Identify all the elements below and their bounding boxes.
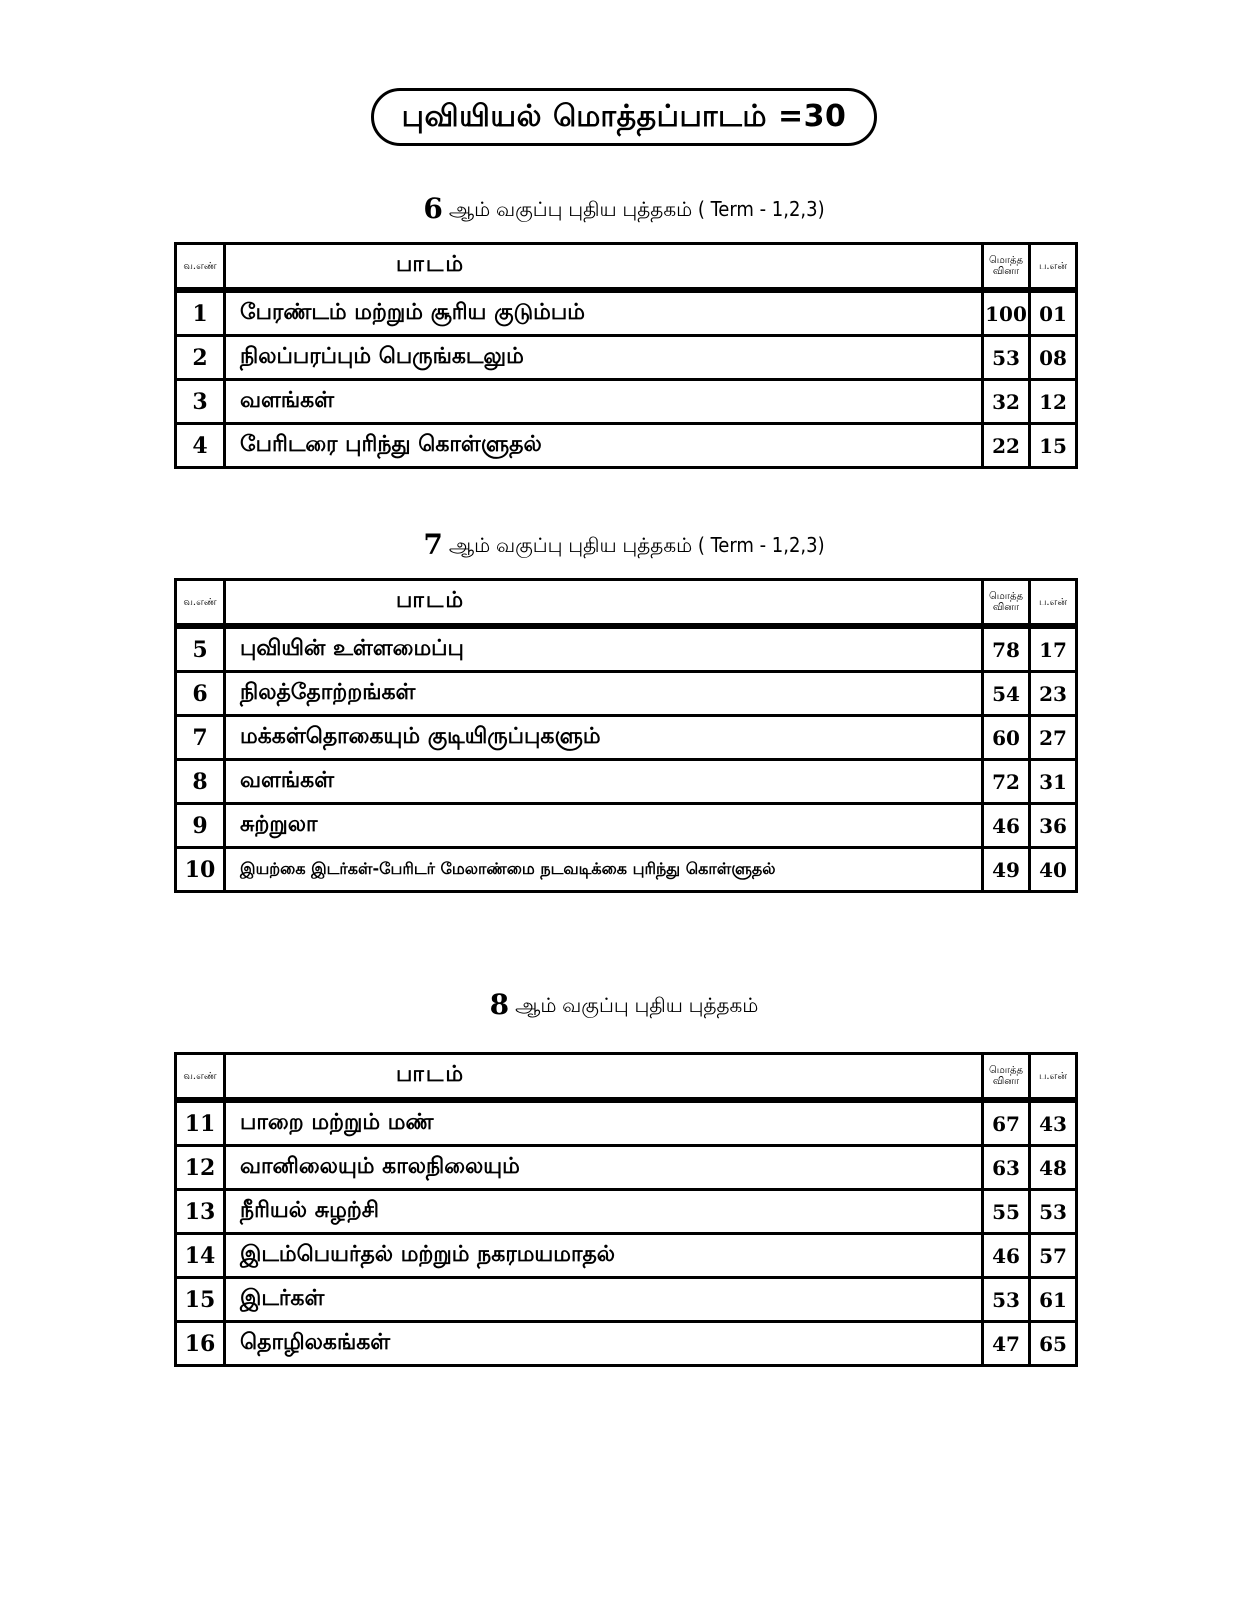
row-page: 08 xyxy=(1030,336,1077,380)
row-questions: 46 xyxy=(983,804,1030,848)
row-serial: 15 xyxy=(176,1278,225,1322)
row-serial: 9 xyxy=(176,804,225,848)
row-questions: 63 xyxy=(983,1146,1030,1190)
row-page: 65 xyxy=(1030,1322,1077,1366)
table-row xyxy=(176,716,1077,760)
row-serial: 4 xyxy=(176,424,225,468)
header-lesson: பாடம் xyxy=(225,580,983,627)
header-total-questions: மொத்த வினா xyxy=(983,1054,1030,1101)
header-lesson: பாடம் xyxy=(225,244,983,291)
table-row xyxy=(176,1322,1077,1366)
row-questions: 53 xyxy=(983,336,1030,380)
row-page: 48 xyxy=(1030,1146,1077,1190)
table-row xyxy=(176,848,1077,892)
row-serial: 11 xyxy=(176,1100,225,1146)
section-heading-class-6 xyxy=(0,194,1248,224)
table-row xyxy=(176,380,1077,424)
header-page-no: ப.என் xyxy=(1030,1054,1077,1101)
row-page: 31 xyxy=(1030,760,1077,804)
row-questions: 67 xyxy=(983,1100,1030,1146)
row-page: 27 xyxy=(1030,716,1077,760)
table-row xyxy=(176,626,1077,672)
section-heading-class-8 xyxy=(0,990,1248,1020)
header-serial: வ.எண் xyxy=(176,1054,225,1101)
row-questions: 78 xyxy=(983,626,1030,672)
row-page: 15 xyxy=(1030,424,1077,468)
row-lesson: வளங்கள் xyxy=(225,380,983,424)
row-serial: 13 xyxy=(176,1190,225,1234)
table-header-row xyxy=(176,244,1077,291)
row-serial: 16 xyxy=(176,1322,225,1366)
row-lesson: பாறை மற்றும் மண் xyxy=(225,1100,983,1146)
row-questions: 32 xyxy=(983,380,1030,424)
row-serial: 7 xyxy=(176,716,225,760)
row-serial: 8 xyxy=(176,760,225,804)
row-page: 23 xyxy=(1030,672,1077,716)
lesson-table-class-7 xyxy=(174,578,1078,893)
table-row xyxy=(176,1234,1077,1278)
lesson-table-class-8 xyxy=(174,1052,1078,1367)
class-number: 6 xyxy=(423,192,443,225)
row-lesson: சுற்றுலா xyxy=(225,804,983,848)
row-lesson: நிலத்தோற்றங்கள் xyxy=(225,672,983,716)
row-serial: 5 xyxy=(176,626,225,672)
row-page: 53 xyxy=(1030,1190,1077,1234)
row-lesson: மக்கள்தொகையும் குடியிருப்புகளும் xyxy=(225,716,983,760)
row-questions: 60 xyxy=(983,716,1030,760)
row-serial: 3 xyxy=(176,380,225,424)
row-serial: 14 xyxy=(176,1234,225,1278)
row-questions: 46 xyxy=(983,1234,1030,1278)
row-questions: 100 xyxy=(983,290,1030,336)
page-title: புவியியல் மொத்தப்பாடம் =30 xyxy=(371,88,878,146)
header-lesson: பாடம் xyxy=(225,1054,983,1101)
table-row xyxy=(176,336,1077,380)
section-heading-text: ஆம் வகுப்பு புதிய புத்தகம் ( Term - 1,2,3) xyxy=(448,533,825,557)
row-lesson: இடர்கள் xyxy=(225,1278,983,1322)
table-row xyxy=(176,1190,1077,1234)
row-page: 01 xyxy=(1030,290,1077,336)
row-lesson: புவியின் உள்ளமைப்பு xyxy=(225,626,983,672)
row-page: 12 xyxy=(1030,380,1077,424)
header-serial: வ.எண் xyxy=(176,244,225,291)
header-total-questions: மொத்த வினா xyxy=(983,244,1030,291)
row-serial: 1 xyxy=(176,290,225,336)
row-lesson: நீரியல் சுழற்சி xyxy=(225,1190,983,1234)
row-questions: 55 xyxy=(983,1190,1030,1234)
table-row xyxy=(176,1100,1077,1146)
class-number: 7 xyxy=(423,528,443,561)
table-row xyxy=(176,760,1077,804)
row-questions: 49 xyxy=(983,848,1030,892)
table-header-row xyxy=(176,1054,1077,1101)
row-page: 17 xyxy=(1030,626,1077,672)
row-questions: 47 xyxy=(983,1322,1030,1366)
table-header-row xyxy=(176,580,1077,627)
header-page-no: ப.என் xyxy=(1030,580,1077,627)
row-page: 40 xyxy=(1030,848,1077,892)
row-page: 61 xyxy=(1030,1278,1077,1322)
row-lesson: தொழிலகங்கள் xyxy=(225,1322,983,1366)
row-questions: 53 xyxy=(983,1278,1030,1322)
row-lesson: வளங்கள் xyxy=(225,760,983,804)
section-heading-class-7 xyxy=(0,530,1248,560)
row-serial: 10 xyxy=(176,848,225,892)
class-number: 8 xyxy=(489,988,510,1021)
table-row xyxy=(176,672,1077,716)
table-row xyxy=(176,804,1077,848)
table-row xyxy=(176,1278,1077,1322)
row-lesson: இயற்கை இடர்கள்-பேரிடர் மேலாண்மை நடவடிக்கை புரிந்து கொள்ளுதல் xyxy=(225,848,983,892)
section-heading-text: ஆம் வகுப்பு புதிய புத்தகம் xyxy=(515,993,759,1017)
table-row xyxy=(176,424,1077,468)
row-serial: 6 xyxy=(176,672,225,716)
row-questions: 22 xyxy=(983,424,1030,468)
row-lesson: பேரண்டம் மற்றும் சூரிய குடும்பம் xyxy=(225,290,983,336)
row-lesson: வானிலையும் காலநிலையும் xyxy=(225,1146,983,1190)
row-page: 43 xyxy=(1030,1100,1077,1146)
header-serial: வ.எண் xyxy=(176,580,225,627)
row-lesson: பேரிடரை புரிந்து கொள்ளுதல் xyxy=(225,424,983,468)
lesson-table-class-6 xyxy=(174,242,1078,469)
table-row xyxy=(176,1146,1077,1190)
section-heading-text: ஆம் வகுப்பு புதிய புத்தகம் ( Term - 1,2,3) xyxy=(448,197,825,221)
table-row xyxy=(176,290,1077,336)
row-lesson: நிலப்பரப்பும் பெருங்கடலும் xyxy=(225,336,983,380)
row-page: 36 xyxy=(1030,804,1077,848)
row-serial: 12 xyxy=(176,1146,225,1190)
title-container xyxy=(0,88,1248,146)
row-questions: 54 xyxy=(983,672,1030,716)
header-total-questions: மொத்த வினா xyxy=(983,580,1030,627)
row-serial: 2 xyxy=(176,336,225,380)
row-lesson: இடம்பெயர்தல் மற்றும் நகரமயமாதல் xyxy=(225,1234,983,1278)
row-questions: 72 xyxy=(983,760,1030,804)
header-page-no: ப.என் xyxy=(1030,244,1077,291)
row-page: 57 xyxy=(1030,1234,1077,1278)
